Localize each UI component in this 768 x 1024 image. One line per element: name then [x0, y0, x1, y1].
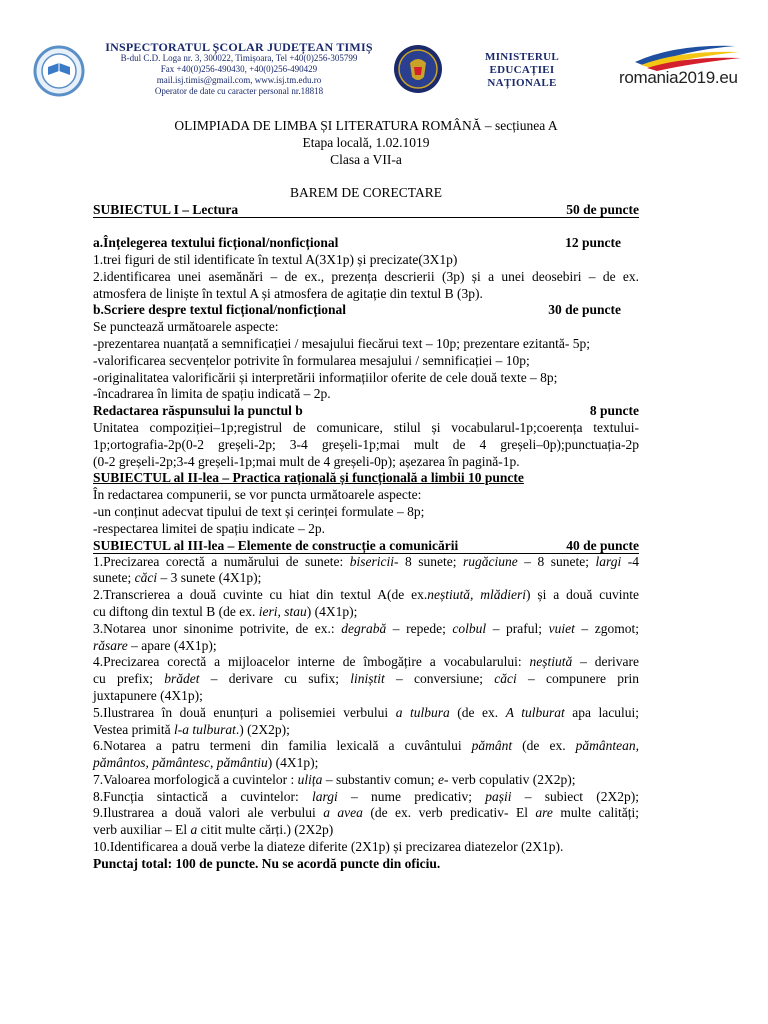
isj-address: B-dul C.D. Loga nr. 3, 300022, Timișoara, Tel +40(0)256-305799: [120, 53, 358, 63]
isj-title: INSPECTORATUL ȘCOLAR JUDEȚEAN TIMIȘ: [105, 40, 373, 54]
item-10: 10.Identificarea a două verbe la diateze diferite (2X1p) și precizarea diatezelor (2X1p).: [93, 839, 564, 855]
writing-title: Redactarea răspunsului la punctul b: [93, 403, 303, 419]
document-body: [93, 118, 639, 873]
section-b-points: 30 de puncte: [548, 302, 621, 318]
item-9-line-2: verb auxiliar – El a citit multe cărți.) (2X2p): [93, 822, 334, 838]
writing-line-1: Unitatea compoziției–1p;registrul de comunicare, stilul și vocabularul-1p;coerența textului-: [93, 419, 639, 435]
writing-points: 8 puncte: [589, 403, 639, 419]
item-9-line-1: 9.Ilustrarea a două valori ale verbului a avea (de ex. verb predicativ- El are multe calități;: [93, 805, 640, 821]
letterhead: [0, 0, 768, 110]
subject-1-points: 50 de puncte: [566, 202, 639, 218]
isj-contact-block: [104, 42, 374, 97]
ministry-name: [452, 51, 592, 90]
item-2-line-1: 2.Transcrierea a două cuvinte cu hiat din textul A(de ex.neștiută, mlădieri) și a două cuvinte: [93, 587, 639, 603]
writing-line-3: (0-2 greșeli-2p;3-4 greșeli-1p;mai mult de 4 greșeli-0p); așezarea în pagină-1p.: [93, 453, 520, 469]
section-b-heading: [93, 302, 639, 319]
item-6-line-1: 6.Notarea a patru termeni din familia lexicală a cuvântului pământ (de ex. pământean,: [93, 738, 639, 754]
subject-3-title: SUBIECTUL al III-lea – Elemente de construcție a comunicării: [93, 537, 459, 553]
item-8: 8.Funcția sintactică a cuvintelor: largi – nume predicativ; pașii – subiect (2X2p);: [93, 788, 639, 804]
subject-1-heading: [93, 202, 639, 218]
item-4-line-3: juxtapunere (4X1p);: [93, 687, 203, 703]
item-5-line-2: Vestea primită l-a tulburat.) (2X2p);: [93, 721, 290, 737]
section-a-title: a.Înțelegerea textului ficțional/nonficțional: [93, 235, 339, 251]
section-a-item-2-line-1: 2.identificarea unei asemănări – de ex., prezența descrierii (3p) și a unei deosebiri – de ex.: [93, 268, 639, 284]
isj-fax: Fax +40(0)256-490430, +40(0)256-490429: [160, 64, 318, 74]
section-b-line: Se punctează următoarele aspecte:: [93, 319, 279, 335]
scoring-guide-title: BAREM DE CORECTARE: [290, 185, 442, 201]
item-7: 7.Valoarea morfologică a cuvintelor : ulița – substantiv comun; e- verb copulativ (2X2p);: [93, 771, 576, 787]
class-level: Clasa a VII-a: [330, 151, 402, 167]
item-1-line-1: 1.Precizarea corectă a numărului de sunete: bisericii- 8 sunete; rugăciune – 8 sunete; largi -4: [93, 553, 639, 569]
subject-2-line: -un conținut adecvat tipului de text și cerinței formulate – 8p;: [93, 503, 425, 519]
section-b-line: -originalitatea valorificării și interpretării informațiilor oferite de cele două texte – 8p;: [93, 369, 558, 385]
item-3-line-1: 3.Notarea unor sinonime potrivite, de ex.: degrabă – repede; colbul – praful; vuiet – zgomot;: [93, 620, 639, 636]
section-b-line: -valorificarea secvențelor potrivite în formularea mesajului / semnificației – 10p;: [93, 352, 530, 368]
subject-2-title: SUBIECTUL al II-lea – Practica rațională și funcțională a limbii: [93, 470, 465, 486]
romania2019-logo: romania2019.eu: [619, 68, 738, 87]
section-a-points: 12 puncte: [565, 235, 621, 251]
subject-2-line: În redactarea compunerii, se vor puncta următoarele aspecte:: [93, 487, 422, 503]
ministry-line-2: NAȚIONALE: [487, 77, 557, 89]
item-4-line-2: cu prefix; brădet – derivare cu sufix; liniștit – conversiune; căci – compunere prin: [93, 671, 640, 687]
section-a-item-1: 1.trei figuri de stil identificate în textul A(3X1p) și precizate(3X1p): [93, 251, 458, 267]
subject-3-heading: [93, 538, 639, 554]
ministry-line-1: MINISTERUL EDUCAȚIEI: [485, 51, 559, 76]
item-3-line-2: răsare – apare (4X1p);: [93, 637, 217, 653]
section-a-heading: [93, 235, 639, 252]
item-1-line-2: sunete; căci – 3 sunete (4X1p);: [93, 570, 262, 586]
subject-2-points: 10 puncte: [468, 470, 524, 486]
stage-date: Etapa locală, 1.02.1019: [302, 134, 430, 150]
subject-3-points: 40 de puncte: [566, 537, 639, 553]
isj-operator: Operator de date cu caracter personal nr.18818: [154, 86, 324, 96]
subject-2-line: -respectarea limitei de spațiu indicate – 2p.: [93, 520, 326, 536]
item-4-line-1: 4.Precizarea corectă a mijloacelor interne de îmbogățire a vocabularului: neștiută – derivare: [93, 654, 639, 670]
isj-logo-icon: [28, 45, 90, 97]
item-2-line-2: cu diftong din textul B (de ex. ieri, stau) (4X1p);: [93, 603, 358, 619]
total-score: Punctaj total: 100 de puncte. Nu se acordă puncte din oficiu.: [93, 855, 441, 871]
government-seal-icon: [392, 43, 444, 95]
section-b-line: -încadrarea în limita de spațiu indicată – 2p.: [93, 386, 331, 402]
subject-1-title: SUBIECTUL I – Lectura: [93, 202, 239, 218]
section-b-title: b.Scriere despre textul ficțional/nonficțional: [93, 302, 346, 318]
olympiad-title: OLIMPIADA DE LIMBA ȘI LITERATURA ROMÂNĂ – secțiunea A: [174, 118, 558, 133]
item-6-line-2: pământos, pământesc, pământiu) (4X1p);: [93, 755, 319, 771]
writing-heading: [93, 403, 639, 420]
isj-email: mail.isj.timis@gmail.com, www.isj.tm.edu.ro: [156, 75, 322, 85]
subject-2-heading: [93, 470, 639, 487]
section-b-line: -prezentarea nuanțată a semnificației / mesajului fiecărui text – 10p; prezentare ezitantă- 5p;: [93, 335, 591, 351]
item-5-line-1: 5.Ilustrarea în două enunțuri a polisemiei verbului a tulbura (de ex. A tulburat apa lacului;: [93, 704, 640, 720]
writing-line-2: 1p;ortografia-2p(0-2 greșeli-2p; 3-4 greșeli-1p;mai mult de 4 greșeli–0p);punctuația-2p: [93, 436, 639, 452]
section-a-item-2-line-2: atmosfera de liniște în textul A și atmosfera de agitație din textul B (3p).: [93, 285, 483, 301]
